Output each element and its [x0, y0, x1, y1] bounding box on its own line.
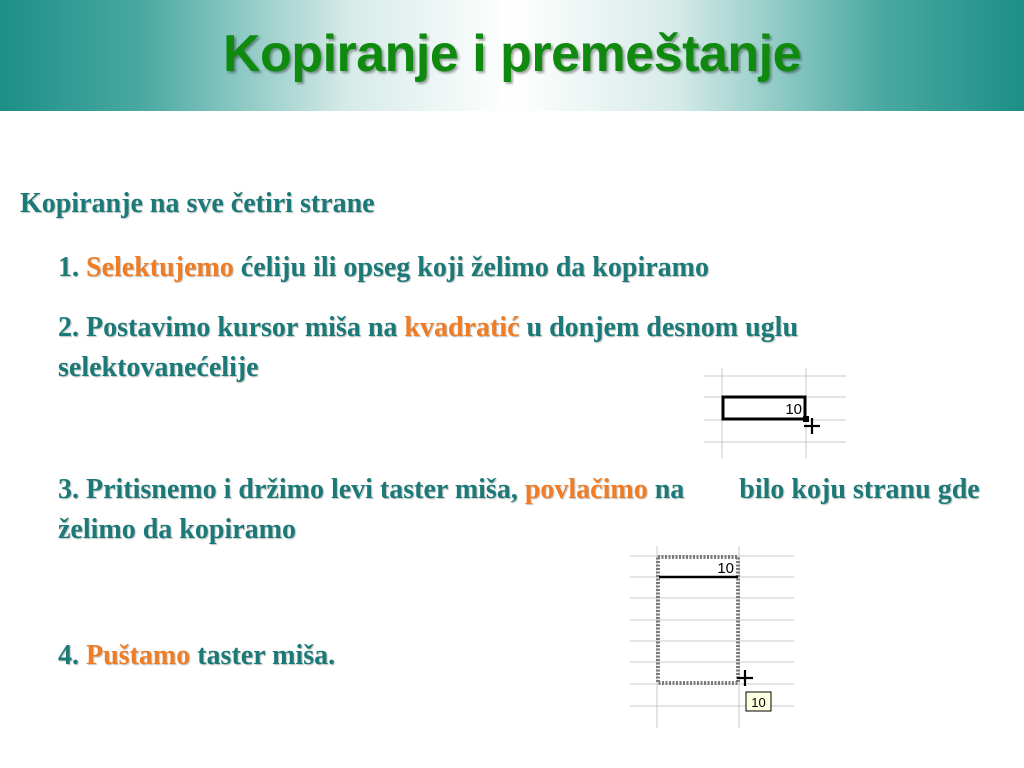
cell-value: 10	[785, 401, 802, 418]
section-heading: Kopiranje na sve četiri strane	[20, 188, 375, 219]
drag-fill-illustration	[630, 546, 798, 728]
step-4-number: 4.	[58, 640, 79, 671]
step-3	[58, 470, 1008, 550]
step-4	[58, 636, 335, 676]
step-2-text-before: 2. Postavimo kursor miša na	[58, 312, 398, 343]
step-1-text: ćeliju ili opseg koji želimo da kopiramo	[240, 252, 709, 283]
step-1-number: 1.	[58, 252, 79, 283]
step-3-mid: na	[654, 474, 685, 505]
step-4-text: taster miša.	[197, 640, 336, 671]
step-3-text-after: bilo koju stranu gde želimo da kopiramo	[58, 474, 980, 545]
header-banner	[0, 0, 1024, 111]
cell-value: 10	[717, 560, 734, 577]
step-4-highlight: Puštamo	[86, 640, 191, 671]
step-2-text-after: u donjem desnom uglu selektovanećelije	[58, 312, 799, 383]
step-1-highlight: Selektujemo	[86, 252, 234, 283]
fill-handle-square	[803, 416, 809, 422]
step-1	[58, 248, 709, 288]
fill-handle-illustration	[704, 368, 846, 458]
step-3-text-before: 3. Pritisnemo i držimo levi taster miša,	[58, 474, 518, 505]
step-2-highlight: kvadratić	[404, 312, 520, 343]
slide-title: Kopiranje i premeštanje	[222, 25, 802, 83]
tooltip-value: 10	[751, 695, 766, 710]
step-3-highlight: povlačimo	[524, 474, 648, 505]
